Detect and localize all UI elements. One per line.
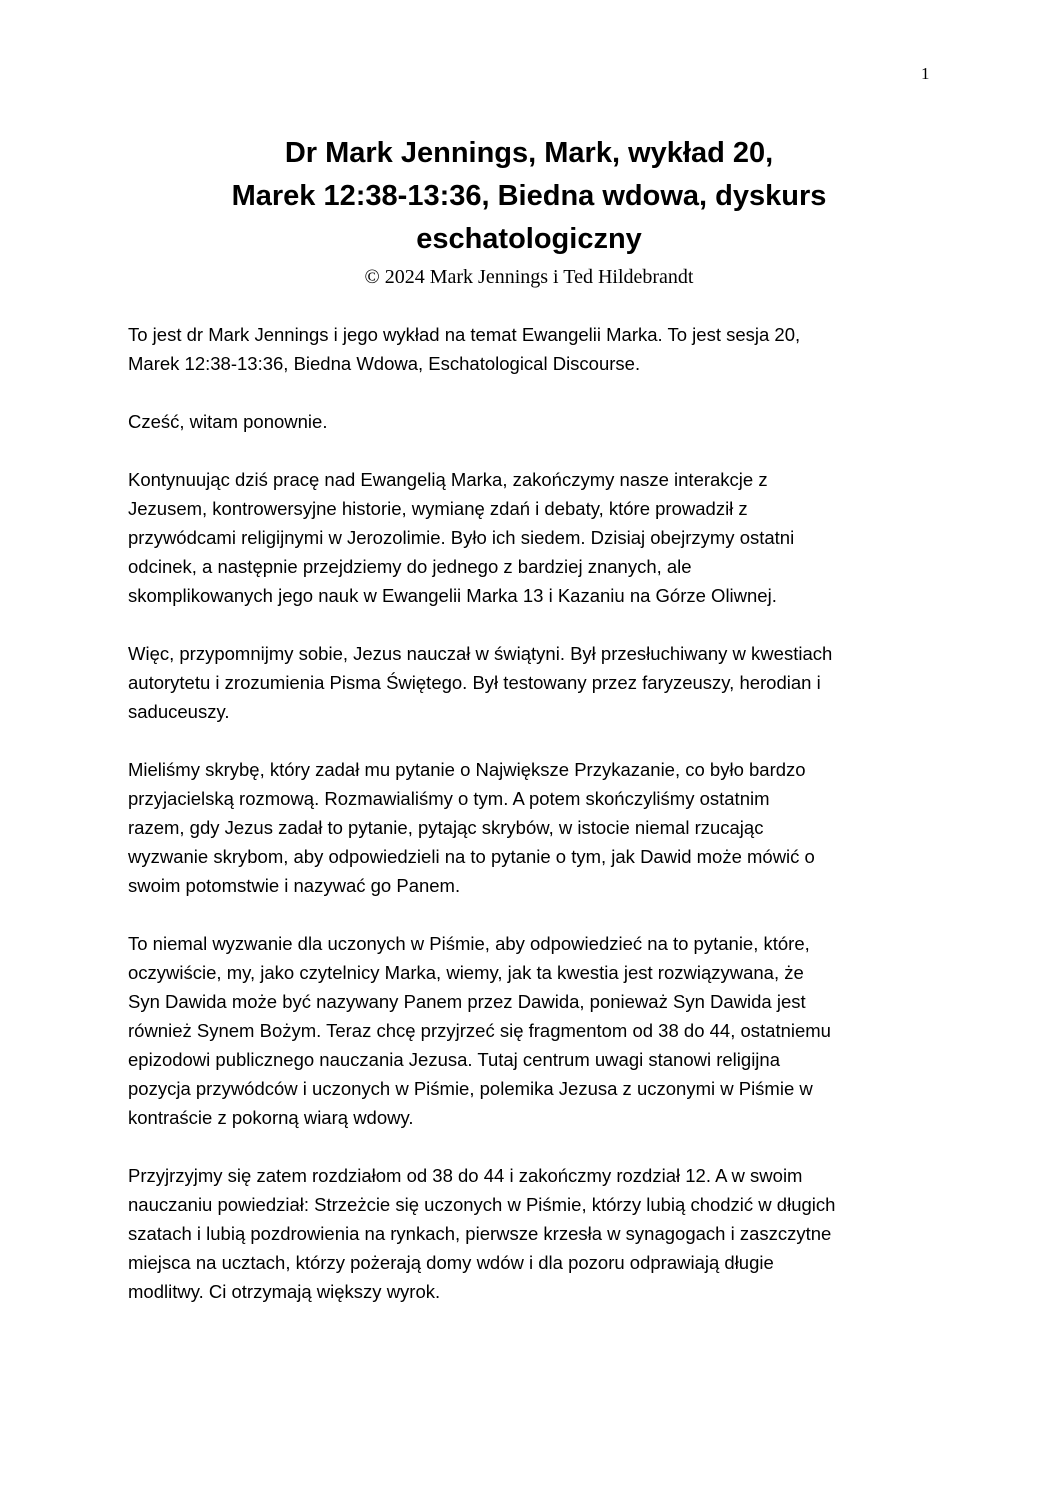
paragraph xyxy=(128,929,835,1132)
document-title xyxy=(0,132,1058,261)
title-line: Dr Mark Jennings, Mark, wykład 20, xyxy=(284,137,774,169)
text-line: pozycja przywódców i uczonych w Piśmie, polemika Jezusa z uczonymi w Piśmie w xyxy=(128,1078,813,1099)
text-line: szatach i lubią pozdrowienia na rynkach, pierwsze krzesła w synagogach i zaszczytne xyxy=(128,1223,832,1244)
copyright: © 2024 Mark Jennings i Ted Hildebrandt xyxy=(364,266,694,288)
text-line: wyzwanie skrybom, aby odpowiedzieli na to pytanie o tym, jak Dawid może mówić o xyxy=(128,846,815,867)
text-line: saduceuszy. xyxy=(128,701,230,722)
text-line: oczywiście, my, jako czytelnicy Marka, wiemy, jak ta kwestia jest rozwiązywana, że xyxy=(128,962,804,983)
paragraph xyxy=(128,1161,835,1306)
text-line: To niemal wyzwanie dla uczonych w Piśmie, aby odpowiedzieć na to pytanie, które, xyxy=(128,933,810,954)
text-line: To jest dr Mark Jennings i jego wykład na temat Ewangelii Marka. To jest sesja 20, xyxy=(128,324,801,345)
text-line: Kontynuując dziś pracę nad Ewangelią Marka, zakończymy nasze interakcje z xyxy=(128,469,768,490)
text-line: przywódcami religijnymi w Jerozolimie. Było ich siedem. Dzisiaj obejrzymy ostatni xyxy=(128,527,795,548)
text-line: autorytetu i zrozumienia Pisma Świętego. Był testowany przez faryzeuszy, herodian i xyxy=(128,672,821,693)
text-line: Przyjrzyjmy się zatem rozdziałom od 38 do 44 i zakończmy rozdział 12. A w swoim xyxy=(128,1165,803,1186)
text-line: Syn Dawida może być nazywany Panem przez Dawida, ponieważ Syn Dawida jest xyxy=(128,991,806,1012)
text-line: modlitwy. Ci otrzymają większy wyrok. xyxy=(128,1281,441,1302)
title-line: Marek 12:38-13:36, Biedna wdowa, dyskurs xyxy=(231,180,827,212)
paragraph xyxy=(128,320,835,378)
text-line: swoim potomstwie i nazywać go Panem. xyxy=(128,875,461,896)
paragraph xyxy=(128,407,835,436)
text-line: miejsca na ucztach, którzy pożerają domy wdów i dla pozoru odprawiają długie xyxy=(128,1252,774,1273)
text-line: Więc, przypomnijmy sobie, Jezus nauczał w świątyni. Był przesłuchiwany w kwestiach xyxy=(128,643,833,664)
text-line: skomplikowanych jego nauk w Ewangelii Marka 13 i Kazaniu na Górze Oliwnej. xyxy=(128,585,777,606)
text-line: Mieliśmy skrybę, który zadał mu pytanie o Największe Przykazanie, co było bardzo xyxy=(128,759,806,780)
text-line: nauczaniu powiedział: Strzeżcie się uczonych w Piśmie, którzy lubią chodzić w długich xyxy=(128,1194,836,1215)
text-line: również Synem Bożym. Teraz chcę przyjrzeć się fragmentom od 38 do 44, ostatniemu xyxy=(128,1020,831,1041)
text-line: Cześć, witam ponownie. xyxy=(128,411,328,432)
paragraph xyxy=(128,639,835,726)
paragraph xyxy=(128,755,835,900)
text-line: razem, gdy Jezus zadał to pytanie, pytając skrybów, w istocie niemal rzucając xyxy=(128,817,764,838)
text-line: odcinek, a następnie przejdziemy do jednego z bardziej znanych, ale xyxy=(128,556,692,577)
paragraph xyxy=(128,465,835,610)
text-line: Marek 12:38-13:36, Biedna Wdowa, Eschatological Discourse. xyxy=(128,353,641,374)
text-line: Jezusem, kontrowersyjne historie, wymianę zdań i debaty, które prowadził z xyxy=(128,498,748,519)
text-line: epizodowi publicznego nauczania Jezusa. Tutaj centrum uwagi stanowi religijna xyxy=(128,1049,780,1070)
document-body xyxy=(128,320,835,1335)
title-line: eschatologiczny xyxy=(416,223,642,255)
text-line: kontraście z pokorną wiarą wdowy. xyxy=(128,1107,414,1128)
text-line: przyjacielską rozmową. Rozmawialiśmy o tym. A potem skończyliśmy ostatnim xyxy=(128,788,770,809)
page-number: 1 xyxy=(921,64,930,83)
